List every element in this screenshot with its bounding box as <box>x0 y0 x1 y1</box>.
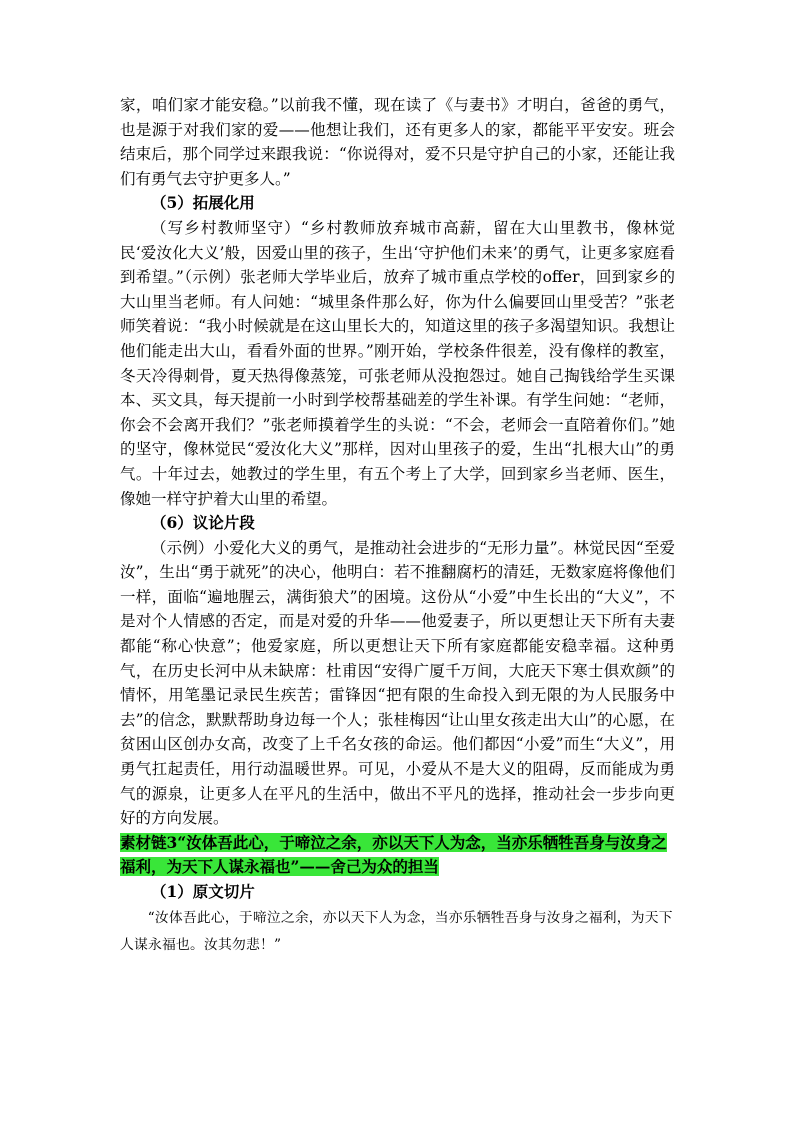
paragraph-continuation: 家，咱们家才能安稳。”以前我不懂，现在读了《与妻书》才明白，爸爸的勇气，也是源于对我们家的爱——他想让我们，还有更多人的家，都能平平安安。班会结束后，那个同学过来跟我说：“你说得对，爱不只是守护自己的小家，还能让我们有勇气去守护更多人。” <box>120 96 675 188</box>
section-heading-6: （6）议论片段 <box>151 513 255 533</box>
section-heading-1: （1）原文切片 <box>151 882 255 901</box>
original-text-quote: “汝体吾此心，于啼泣之余，亦以天下人为念，当亦乐牺牲吾身与汝身之福利，为天下人谋永福也。汝其勿悲！” <box>120 909 673 953</box>
highlighted-banner-text: 素材链3“汝体吾此心，于啼泣之余，亦以天下人为念，当亦乐牺牲吾身与汝身之福利，为天下人谋永福也”——舍己为众的担当 <box>120 832 667 877</box>
paragraph-extension-example: （写乡村教师坚守）“乡村教师放弃城市高薪，留在大山里教书，像林觉民‘爱汝化大义’般，因爱山里的孩子，生出‘守护他们未来’的勇气，让更多家庭看到希望。”（示例）张老师大学毕业后，放弃了城市重点学校的offer，回到家乡的大山里当老师。有人问她：“城里条件那么好，你为什么偏要回山里受苦？”张老师笑着说：“我小时候就是在这山里长大的，知道这里的孩子多渴望知识。我想让他们能走出大山，看看外面的世界。”刚开始，学校条件很差，没有像样的教室，冬天冷得刺骨，夏天热得像蒸笼，可张老师从没抱怨过。她自己掏钱给学生买课本、买文具，每天提前一小时到学校帮基础差的学生补课。有学生问她：“老师，你会不会离开我们？”张老师摸着学生的头说：“不会，老师会一直陪着你们。”她的坚守，像林觉民“爱汝化大义”那样，因对山里孩子的爱，生出“扎根大山”的勇气。十年过去，她教过的学生里，有五个考上了大学，回到家乡当老师、医生，像她一样守护着大山里的希望。 <box>120 218 675 508</box>
document-page <box>120 93 675 959</box>
section-heading-5: （5）拓展化用 <box>151 193 255 213</box>
paragraph-argument: （示例）小爱化大义的勇气，是推动社会进步的“无形力量”。林觉民因“至爱汝”，生出“勇于就死”的决心，他明白：若不推翻腐朽的清廷，无数家庭将像他们一样，面临“遍地腥云，满街狼犬”的困境。这份从“小爱”中生长出的“大义”，不是对个人情感的否定，而是对爱的升华——他爱妻子，所以更想让天下所有夫妻都能“称心快意”；他爱家庭，所以更想让天下所有家庭都能安稳幸福。这种勇气，在历史长河中从未缺席：杜甫因“安得广厦千万间，大庇天下寒士俱欢颜”的情怀，用笔墨记录民生疾苦；雷锋因“把有限的生命投入到无限的为人民服务中去”的信念，默默帮助身边每一个人；张桂梅因“让山里女孩走出大山”的心愿，在贫困山区创办女高，改变了上千名女孩的命运。他们都因“小爱”而生“大义”，用勇气扛起责任，用行动温暖世界。可见，小爱从不是大义的阻碍，反而能成为勇气的源泉，让更多人在平凡的生活中，做出不平凡的选择，推动社会一步步向更好的方向发展。 <box>120 538 675 828</box>
material-chain-banner <box>120 831 675 880</box>
